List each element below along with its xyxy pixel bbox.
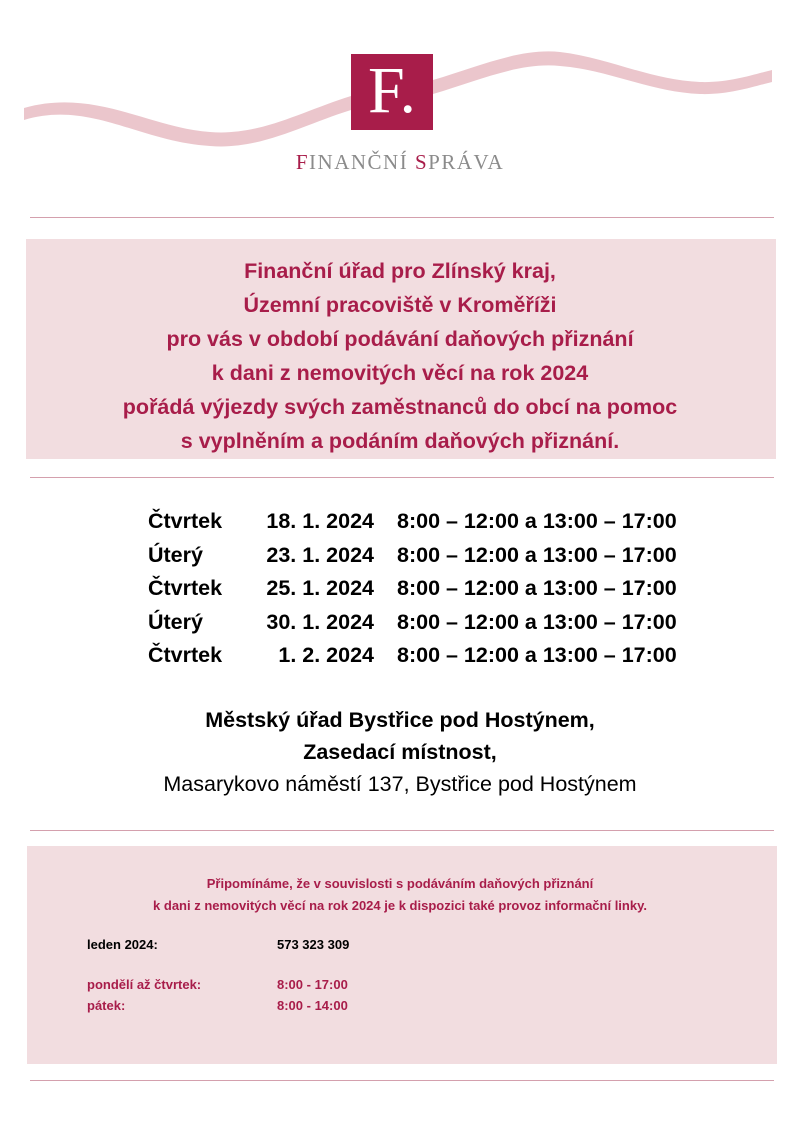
schedule-row [148,639,677,673]
reminder-line: Připomínáme, že v souvislosti s podáváním daňových přiznání [206,876,594,891]
schedule-row [148,505,677,539]
divider-2 [30,477,774,478]
schedule-date: 18. 1. 2024 [266,509,374,534]
reminder-line: k dani z nemovitých věcí na rok 2024 je k dispozici také provoz informační linky. [153,898,647,913]
schedule-time: 8:00 – 12:00 a 13:00 – 17:00 [397,509,677,534]
schedule-day: Čtvrtek [148,509,223,534]
schedule-date: 30. 1. 2024 [266,609,374,634]
announcement-line: k dani z nemovitých věcí na rok 2024 [211,361,589,385]
announcement-line: pro vás v období podávání daňových přiznání [166,327,634,351]
hours-value: 8:00 - 14:00 [277,998,348,1013]
venue-room: Zasedací místnost, [303,740,497,764]
announcement-line: s vyplněním a podáním daňových přiznání. [180,429,620,453]
schedule-day: Úterý [148,609,203,634]
schedule-time: 8:00 – 12:00 a 13:00 – 17:00 [397,643,677,668]
financni-sprava-logo [351,54,433,130]
brand-wordmark [0,150,800,175]
brand-part-1: F [295,150,310,174]
announcement-line: Finanční úřad pro Zlínský kraj, [244,259,556,283]
announcement-line: pořádá výjezdy svých zaměstnanců do obcí na pomoc [122,395,678,419]
phone-label: leden 2024: [87,937,158,952]
venue-name: Městský úřad Bystřice pod Hostýnem, [205,708,595,732]
schedule-time: 8:00 – 12:00 a 13:00 – 17:00 [397,576,677,601]
schedule-date: 25. 1. 2024 [266,576,374,601]
schedule-row [148,572,677,606]
divider-4 [30,1080,774,1081]
schedule-row [148,606,677,640]
hours-label: pátek: [87,998,126,1013]
schedule-date: 1. 2. 2024 [278,643,374,668]
schedule-time: 8:00 – 12:00 a 13:00 – 17:00 [397,542,677,567]
divider-1 [30,217,774,218]
hours-label: pondělí až čtvrtek: [87,977,202,992]
schedule-date: 23. 1. 2024 [266,542,374,567]
logo-letter: F. [368,54,416,127]
announcement-text [0,254,800,458]
schedule-list [148,505,677,673]
venue-block [0,704,800,800]
brand-part-4: PRÁVA [428,150,505,174]
schedule-time: 8:00 – 12:00 a 13:00 – 17:00 [397,609,677,634]
schedule-day: Čtvrtek [148,643,223,668]
venue-address: Masarykovo náměstí 137, Bystřice pod Hostýnem [163,772,637,796]
schedule-day: Úterý [148,542,203,567]
schedule-day: Čtvrtek [148,576,223,601]
hours-value: 8:00 - 17:00 [277,977,348,992]
announcement-line: Územní pracoviště v Kroměříži [243,293,557,317]
reminder-text [0,873,800,917]
brand-part-3: S [414,150,429,174]
brand-part-2: INANČNÍ [309,150,415,174]
divider-3 [30,830,774,831]
phone-number: 573 323 309 [277,937,350,952]
schedule-row [148,539,677,573]
